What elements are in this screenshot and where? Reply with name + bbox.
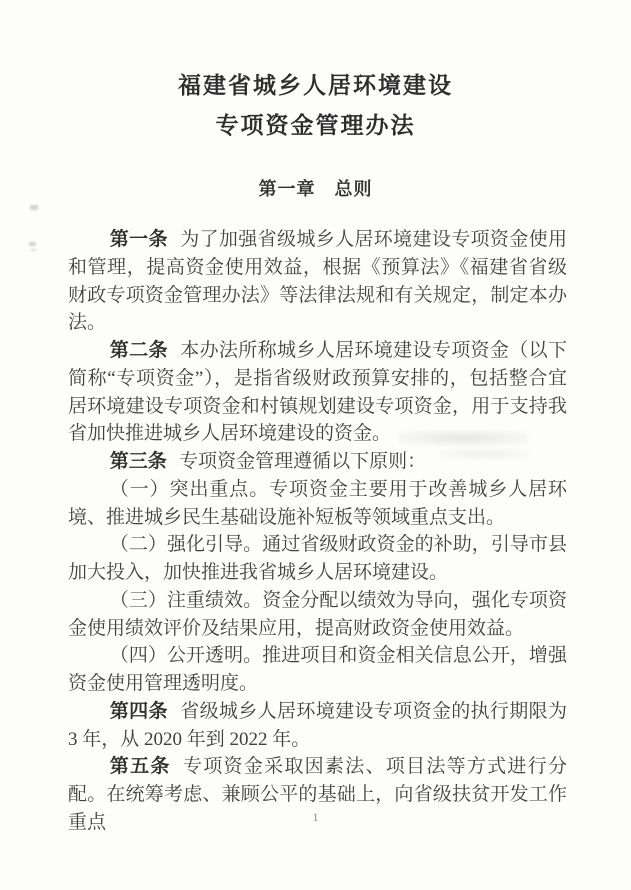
paragraph-text: 专项资金管理遵循以下原则： (179, 451, 427, 472)
paragraph-item-1 (68, 476, 567, 532)
paragraph-article-4 (68, 698, 567, 754)
paragraph-text: 本办法所称城乡人居环境建设专项资金（以下简称“专项资金”），是指省级财政预算安排的，包括整合宜居环境建设专项资金和村镇规划建设专项资金，用于支持我省加快推进城乡人居环境建设的资金。 (68, 340, 567, 445)
scan-artifact (29, 242, 36, 246)
scan-artifact (30, 205, 38, 210)
chapter-heading: 第一章 总则 (258, 179, 373, 199)
page-number: 1 (312, 810, 319, 824)
paragraph-text: 专项资金采取因素法、项目法等方式进行分配。在统筹考虑、兼顾公平的基础上，向省级扶贫开发工作重点 (68, 756, 567, 833)
paragraph-article-1 (68, 226, 567, 337)
paragraph-text: （三）注重绩效。资金分配以绩效为导向，强化专项资金使用绩效评价及结果应用，提高财政资金使用效益。 (68, 589, 567, 639)
paragraph-text: 为了加强省级城乡人居环境建设专项资金使用和管理，提高资金使用效益，根据《预算法》《福建省省级财政专项资金管理办法》等法律法规和有关规定，制定本办法。 (68, 229, 567, 334)
paragraph-item-4 (68, 642, 567, 698)
paragraph-text: （一）突出重点。专项资金主要用于改善城乡人居环境、推进城乡民生基础设施补短板等领域重点支出。 (68, 478, 567, 528)
article-number: 第二条 (109, 340, 168, 361)
document-title-line-1: 福建省城乡人居环境建设 (178, 73, 453, 98)
paragraph-item-3 (68, 587, 567, 643)
article-number: 第五条 (109, 756, 171, 778)
document-body (68, 226, 567, 837)
document-title-line-2: 专项资金管理办法 (215, 113, 416, 138)
scan-artifact (440, 448, 530, 460)
scan-artifact (398, 430, 528, 446)
article-number: 第一条 (109, 229, 168, 250)
paragraph-text: （二）强化引导。通过省级财政资金的补助，引导市县加大投入，加快推进我省城乡人居环境建设。 (68, 534, 567, 583)
paragraph-item-2 (68, 531, 567, 587)
paragraph-text: （四）公开透明。推进项目和资金相关信息公开，增强资金使用管理透明度。 (68, 645, 567, 694)
article-number: 第四条 (109, 700, 168, 722)
article-number: 第三条 (109, 451, 167, 472)
paragraph-text: 省级城乡人居环境建设专项资金的执行期限为 3 年，从 2020 年到 2022 年。 (68, 700, 567, 750)
document-title (0, 0, 631, 146)
